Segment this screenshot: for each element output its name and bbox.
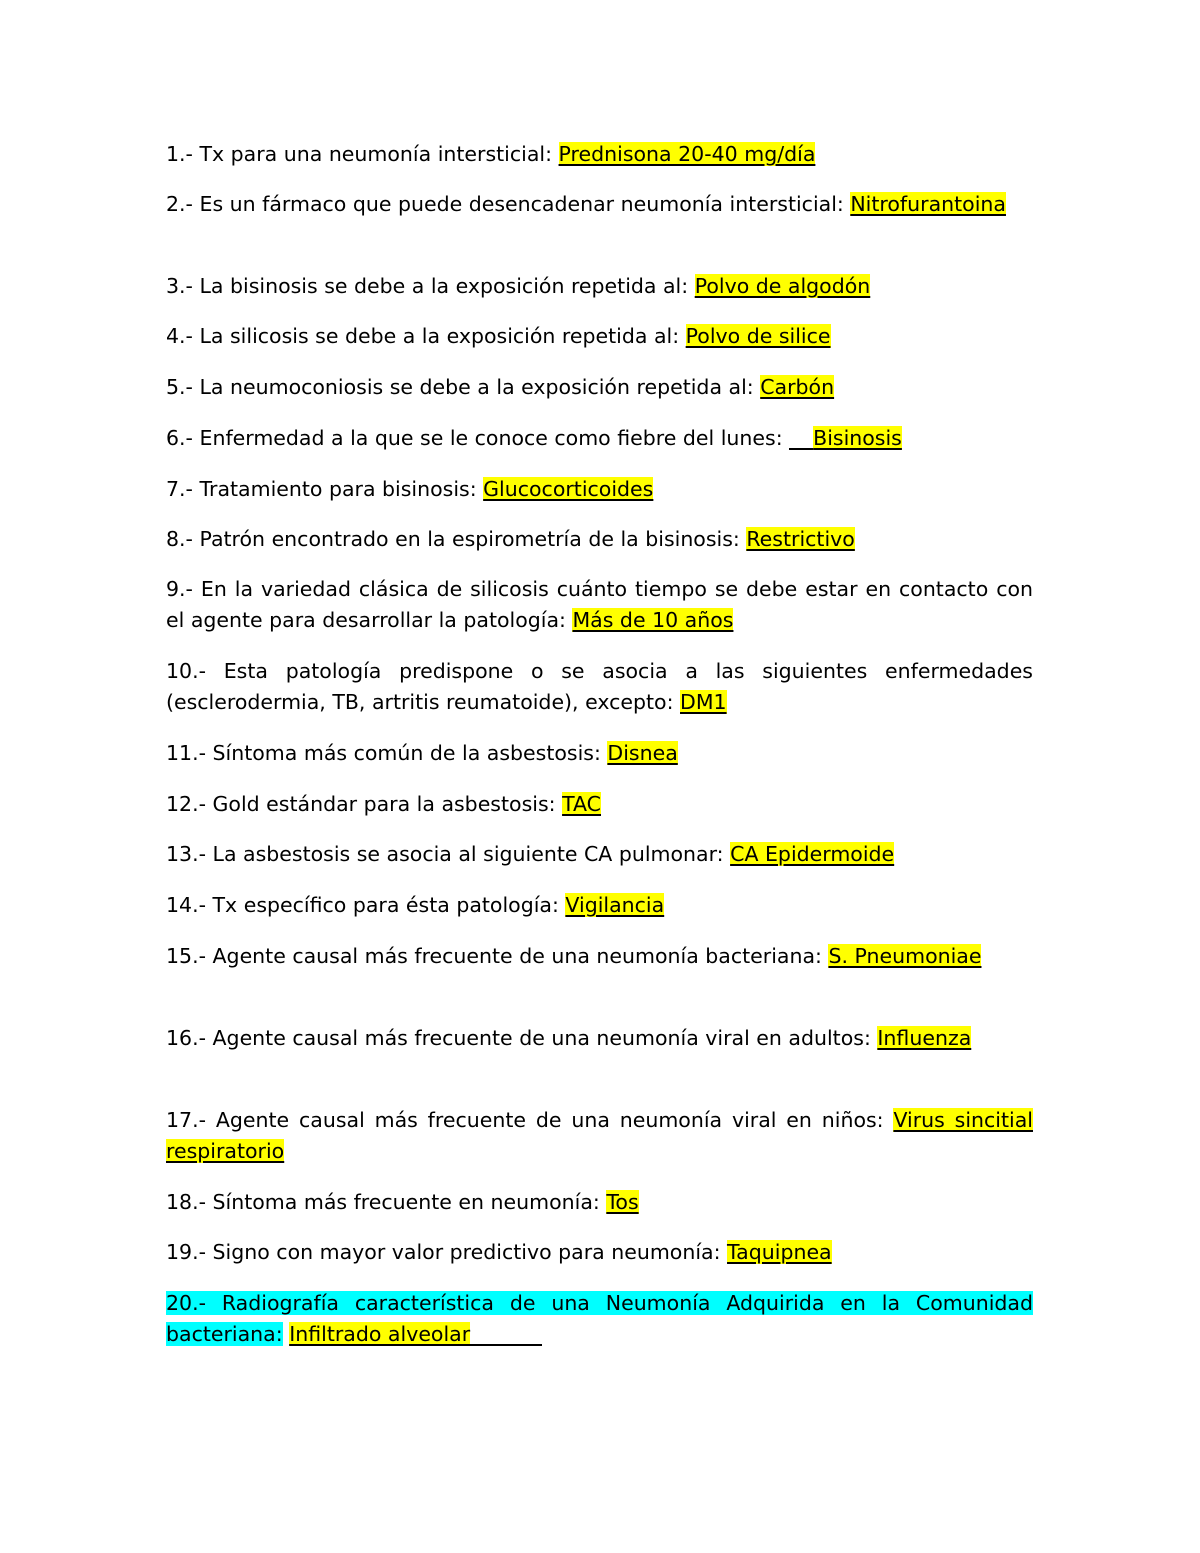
question-number: 16.- <box>166 1026 206 1050</box>
blank-underline <box>789 447 813 450</box>
question-number: 2.- <box>166 192 193 216</box>
question-number: 17.- <box>166 1108 206 1132</box>
answer-text: Carbón <box>760 375 835 399</box>
question-number: 18.- <box>166 1190 206 1214</box>
question-1 <box>166 139 1033 170</box>
answer-text: Más de 10 años <box>572 608 734 632</box>
answer-text: Tos <box>606 1190 639 1214</box>
question-text: Tx para una neumonía intersticial: <box>199 142 553 166</box>
question-text: Gold estándar para la asbestosis: <box>212 792 556 816</box>
question-number: 8.- <box>166 527 193 551</box>
answer-text: Nitrofurantoina <box>850 192 1006 216</box>
question-7 <box>166 474 1033 505</box>
question-text: La silicosis se debe a la exposición repetida al: <box>199 324 680 348</box>
question-text: Agente causal más frecuente de una neumonía viral en niños: <box>215 1108 884 1132</box>
question-17 <box>166 1105 1033 1167</box>
question-text: Patrón encontrado en la espirometría de la bisinosis: <box>199 527 740 551</box>
question-number: 7.- <box>166 477 193 501</box>
answer-text: Taquipnea <box>727 1240 832 1264</box>
answer-text: Bisinosis <box>813 426 902 450</box>
answer-text: S. Pneumoniae <box>828 944 982 968</box>
answer-text: Polvo de silice <box>685 324 831 348</box>
question-number: 19.- <box>166 1240 206 1264</box>
question-number: 13.- <box>166 842 206 866</box>
question-number: 15.- <box>166 944 206 968</box>
answer-text: Polvo de algodón <box>694 274 871 298</box>
answer-text: DM1 <box>680 690 727 714</box>
question-text: Agente causal más frecuente de una neumonía viral en adultos: <box>212 1026 871 1050</box>
question-13 <box>166 839 1033 870</box>
question-number: 14.- <box>166 893 206 917</box>
question-text: La asbestosis se asocia al siguiente CA pulmonar: <box>212 842 724 866</box>
question-text: Radiografía característica de una Neumonía Adquirida en la Comunidad bacteriana: <box>166 1291 1033 1346</box>
question-text: Tratamiento para bisinosis: <box>199 477 477 501</box>
question-5 <box>166 372 1033 403</box>
question-text: Esta patología predispone o se asocia a las siguientes enfermedades (esclerodermia, TB, artritis reumatoide), excepto: <box>166 659 1033 714</box>
answer-text: CA Epidermoide <box>730 842 895 866</box>
question-16 <box>166 1023 1033 1054</box>
question-20 <box>166 1288 1033 1350</box>
answer-text: Virus sincitial respiratorio <box>166 1108 1033 1163</box>
answer-text: Glucocorticoides <box>483 477 654 501</box>
question-19 <box>166 1237 1033 1268</box>
question-6 <box>166 423 1033 454</box>
answer-text: Disnea <box>607 741 678 765</box>
question-15 <box>166 941 1033 972</box>
question-text: Síntoma más frecuente en neumonía: <box>212 1190 600 1214</box>
question-text: Signo con mayor valor predictivo para neumonía: <box>212 1240 721 1264</box>
question-4 <box>166 321 1033 352</box>
question-text: La bisinosis se debe a la exposición repetida al: <box>199 274 689 298</box>
answer-text: Prednisona 20-40 mg/día <box>558 142 816 166</box>
question-number: 5.- <box>166 375 193 399</box>
question-number: 1.- <box>166 142 193 166</box>
question-18 <box>166 1187 1033 1218</box>
answer-text: TAC <box>562 792 601 816</box>
answer-text: Infiltrado alveolar <box>289 1322 471 1346</box>
question-number: 9.- <box>166 577 193 601</box>
question-9 <box>166 574 1033 636</box>
question-text: Síntoma más común de la asbestosis: <box>212 741 601 765</box>
question-11 <box>166 738 1033 769</box>
question-8 <box>166 524 1033 555</box>
question-text: Es un fármaco que puede desencadenar neumonía intersticial: <box>199 192 844 216</box>
question-3 <box>166 271 1033 302</box>
answer-text: Restrictivo <box>746 527 855 551</box>
question-text: Enfermedad a la que se le conoce como fiebre del lunes: <box>199 426 783 450</box>
question-text: En la variedad clásica de silicosis cuánto tiempo se debe estar en contacto con el agente para desarrollar la patología: <box>166 577 1033 632</box>
question-14 <box>166 890 1033 921</box>
question-2 <box>166 189 1033 220</box>
question-12 <box>166 789 1033 820</box>
blank-underline <box>470 1343 542 1346</box>
question-number: 11.- <box>166 741 206 765</box>
question-number: 3.- <box>166 274 193 298</box>
question-number: 10.- <box>166 659 206 683</box>
question-number: 6.- <box>166 426 193 450</box>
question-number: 20.- <box>166 1291 206 1315</box>
question-text: La neumoconiosis se debe a la exposición repetida al: <box>199 375 754 399</box>
question-text: Tx específico para ésta patología: <box>212 893 559 917</box>
question-number: 12.- <box>166 792 206 816</box>
question-text: Agente causal más frecuente de una neumonía bacteriana: <box>212 944 822 968</box>
answer-text: Influenza <box>877 1026 972 1050</box>
question-10 <box>166 656 1033 718</box>
question-number: 4.- <box>166 324 193 348</box>
answer-text: Vigilancia <box>565 893 665 917</box>
